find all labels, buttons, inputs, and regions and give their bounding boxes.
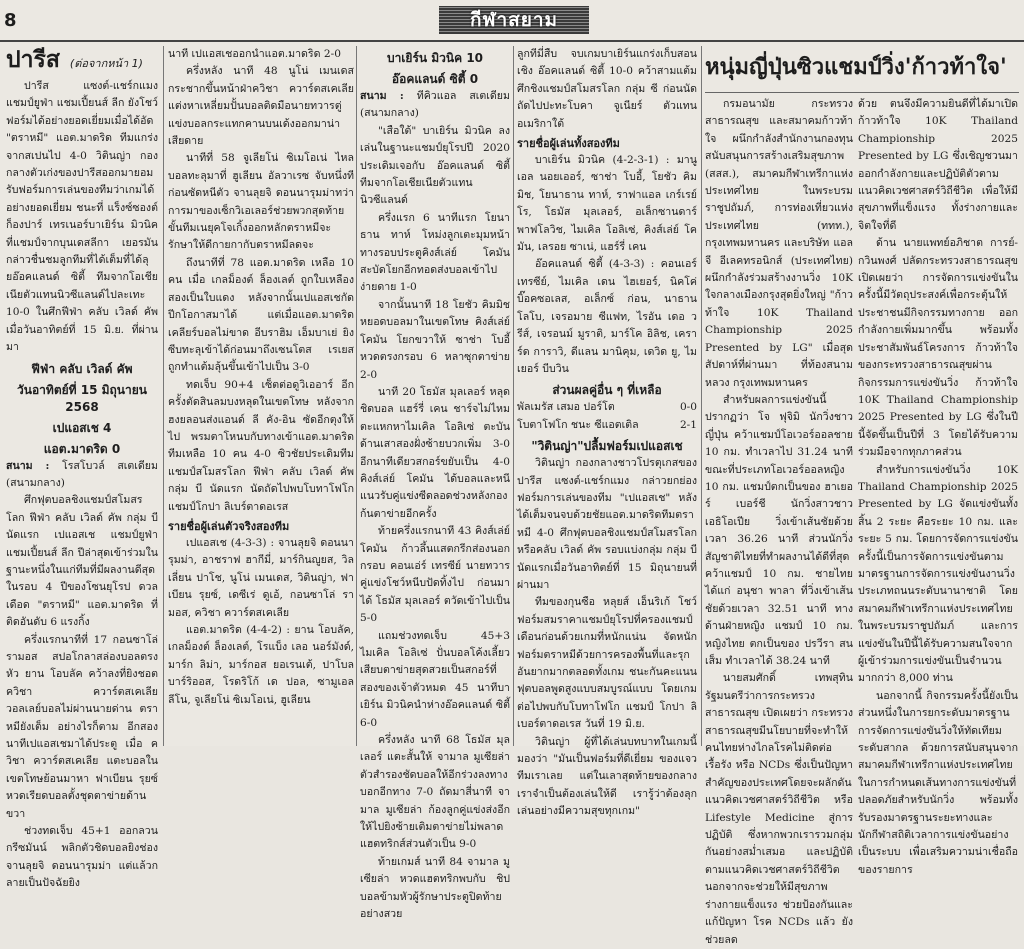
lineup-heading: รายชื่อผู้เล่นตัวจริงสองทีม: [168, 519, 290, 533]
match-team-score: แอต.มาดริด 0: [43, 441, 121, 456]
results-heading: ส่วนผลคู่อื่น ๆ ที่เหลือ: [552, 383, 662, 398]
section-banner-text: กีฬาสยาม: [469, 9, 559, 31]
article-title: [6, 46, 158, 78]
column-divider: [356, 46, 357, 746]
paragraph: ครึ่งหลัง นาที 48 นูโน่ เมนเดส กระชากขึ้นหน้าฝ่าควิชา ควาร์ตสเคเลีย แต่งหาเหลี่ยมปั้นบอลติดมือนายทวารตู่แข่งบอลกระแทกคานบนเด้งออกมาน่าเสียดาย: [168, 65, 354, 148]
column-divider: [513, 46, 514, 746]
lineup-heading: รายชื่อผู้เล่นทั้งสองทีม: [517, 137, 620, 151]
paragraph: แถมช่วงทดเจ็บ 45+3 ไมเคิล โอลิเซ่ ปั่นบอลโค้งเลี้ยวเสียบตาข่ายสุดสวยเป็นสกอร์ที่สองของเจ้าตัวหมด 45 นาทีบาเยิร์น มิวนิคนำห่างอ๊อคแลนด์ ซิตี้ 6-0: [360, 629, 510, 729]
article-column-6: [858, 96, 1018, 876]
paragraph: นาที เปแอสเชออกนำแอต.มาดริด 2-0: [168, 48, 341, 60]
title-text: ปารีส: [6, 47, 60, 73]
match-heading: บาเยิร์น มิวนิค 10: [386, 51, 484, 65]
article-column-2: [168, 46, 354, 746]
match-date: วันอาทิตย์ที่ 15 มิถุนายน 2568: [17, 382, 147, 414]
article-column-5: [705, 96, 853, 946]
result-row: [517, 417, 697, 434]
sub-headline: "วิตินญ่า"ปลื้มฟอร์มเปแอสเช: [531, 439, 683, 454]
running-article-headline: หนุ่มญี่ปุ่นซิวแชมป์วิ่ง'ก้าวท้าใจ': [705, 46, 1019, 93]
paragraph: ทีมของกุนซือ หลุยส์ เอ็นริเก้ โชว์ฟอร์มสมราคาแชมป์ยุโรปที่ครองแชมป์เดือนก่อนด้วยเกมที่หนักแน่น จัดหนักฟอร์มตราหมีด้วยการครองพื้นที่และรุกอันยากมากตลอดทั้งเกม ชนะกันคะแนนฟุตบอลพูดสูงแบบสมบูรณ์แบบ โดยเกมต่อไปพบกับโบทาโฟโก แชมป์ โกปา ลิเบอร์ตาดอเรส วันที่ 19 มิ.ย.: [517, 596, 697, 731]
paragraph: ด้าน นายแพทย์อภิชาต การย์-กวินพงศ์ ปลัดกระทรวงสาธารณสุข เปิดเผยว่า การจัดการแข่งขันในครั้งนี้มีวัตถุประสงค์เพื่อกระตุ้นให้ประชาชนมีกิจกรรมทางกาย ออกกำลังกายเพิ่มมากขึ้น พร้อมทั้งประชาสัมพันธ์โครงการ ก้าวท้าใจของกระทรวงสาธารณสุขผ่านกิจกรรมการแข่งขันวิ่ง ก้าวท้าใจ 10K Thailand Championship 2025 Presented by LG ซึ่งในปีนี้จัดขึ้นเป็นปีที่ 3 โดยได้รับความร่วมมือจากทุกภาคส่วน: [858, 237, 1018, 459]
lineup-paragraph: เปแอสเช (4-3-3) : จานลุยจิ ดอนนารุมม่า, อาชราฟ ฮากีมี่, มาร์กินญูยส, วิลเลี่ยน ปาโช, นูโน่ เมนเดส, วิตินญ่า, ฟาเบียน รุยซ์, เดซีเร่ ดูเอ้, กอนซาโล่ รามอส, ควิชา ควาร์ตสเคเลีย: [168, 536, 354, 619]
match-heading: อ๊อคแลนด์ ซิตี้ 0: [391, 72, 479, 86]
stadium-name: โรสโบวล์ สเตเดียม (สนามกลาง): [6, 459, 158, 489]
result-teams: พัลเมรัส เสมอ ปอร์โต: [517, 401, 615, 414]
lineup-paragraph: อ๊อคแลนด์ ซิตี้ (4-3-3) : คอนเอร์ เทรซีย์, ไมเคิล เดน ไฮเยอร์, นิคโค่ บิ๊อคซอเลส, อเล็กซ์ ก่อน, นาธาน โลโบ, เจรอมาย ซีแฟท, ไรอัน เดอ วรีส์, เจรอนม์ มูราติ, มาร์โค อิลิช, เคราร์ด การาวิ, ดีแลน มานิคุม, เดวิด ยู, ไมเยอร์ บีบวิน: [517, 258, 697, 375]
stadium-name: ทีคิวแอล สเตเดียม (สนามกลาง): [360, 90, 510, 120]
paragraph: ถึงนาทีที่ 78 แอต.มาดริด เหลือ 10 คน เมื่อ เกลม็องต์ ล็องเลต์ ถูกใบเหลืองสองเป็นใบแดง หลังจากนั้นเปแอสเชกัดปีกโอกาสมาได้ แต่เมื่อแอต.มาดริดเคลียร์บอลไม่ขาด อีบราฮิม เอ็มบาเย่ ยิงซีบทะลุเข้าได้ก่อนมาถึงเซนโตส เรเยส ถูกทำแต้มลุ้นขึ้นเข้าไปเป็น 3-0: [168, 256, 354, 374]
paragraph: นาทีที่ 58 จูเลียโน่ ซิเมโอเน่ ไหลบอลทะลุมาที่ ฮูเลียน อัลวาเรซ จับหนึ่งทีก่อนซัดหนีตัว จานลุยจิ ดอนนารุมม่าทว่าการมาของเซ็กวิเอเลอร์ช่วยพวกสุดท้ายขั้นทีมเนยุคโจเกิ้งออกหลักตราหมีจะรักษาให้ดีกายกากับตราหมีลดจะ: [168, 152, 354, 252]
lineup-paragraph: แอต.มาดริด (4-4-2) : ยาน โอบลัค, เกลม็องต์ ล็องเลต์, โรแบ็ง เลอ นอร์มังด์, มาร์ก ลิม่า, มาร์กอส ยอเรนเต้, ปาโบล บาร์ริออส, โรดริโก้ เด ปอล, ซามูเอล ลีโน, จูเลียโน่ ซิเมโอเน่, ฮูเลียน: [168, 624, 354, 706]
paragraph: ศึกฟุตบอลชิงแชมป์สโมสรโลก ฟีฟ่า คลับ เวิลด์ คัพ กลุ่ม บี นัดแรก เปแอสเช แชมป์ยูฟ่า แชมเปี้ยนส์ ลีก ปีล่าสุดเข้าร่วมในฐานะหนึ่งในแก่ทีมที่มีผลงานดีสุดในรอบ 4 ปีของโซนยุโรป ดวลเดือด "ตราหมี" แอต.มาดริด ที่ติดอันดับ 6 แรงกิ้ง: [6, 494, 158, 629]
stadium-line: [360, 88, 510, 123]
article-column-4: [517, 46, 697, 818]
column-divider: [701, 46, 702, 746]
paragraph: วิตินญ่า กองกลางชาวโปรตุเกสของปารีส แซงต์-แชร์กแมง กล่าวยกย่องฟอร์มการเล่นของทีม "เปแอสเช" หลังได้เต็มจนจบด้วยชัยแอต.มาดริดทีมตราหมี 4-0 ศึกฟุตบอลชิงแชมป์สโมสรโลก หรือคลับ เวิลด์ คัพ รอบแบ่งกลุ่ม กลุ่ม บี นัดแรกเมื่อวันอาทิตย์ที่ 15 มิถุนายนที่ผ่านมา: [517, 457, 697, 591]
paragraph: ท้ายครึ่งแรกนาที 43 คิงส์เล่ย์ โคมัน ก้าวลึ้นแสตกรีกส่องนอกกรอบ คอนเอ่ร์ เทรซีย์ นายทวารคู่แข่งโชว์หนีบปัดทิ้งไป ก่อนมาได้ โธมัส มุลเลอร์ ตวัดเข้าไปเป็น 5-0: [360, 525, 510, 625]
paragraph: ครึ่งหลัง นาที 68 โธมัส มุลเลอร์ แตะสั้นให้ จามาล มูเซียล่า ตัวสำรองชัดบอลให้อีกร่วงลงทางบอกอีกทาง 7-0 ถัดมาสี่นาที จามาล มูเซียล่า ก้องลูกคู่แข่งส่งอีกให้ไปยิงซ้ายเติมตาข่ายไม่พลาด แฮตทริกส์ส่วนตัวเป็น 9-0: [360, 734, 510, 851]
stadium-label: สนาม :: [6, 459, 50, 472]
paragraph: สำหรับผลการแข่งขันนี้ปรากฏว่า โจ ฟุจิมิ นักวิ่งชาวญี่ปุ่น คว้าแชมป์โอเวอร์ออลชาย 10 กม. ทำเวลาไป 31.24 นาที ขณะที่ประเภทโอเวอร์ออลหญิง 10 กม. แชมป์ตกเป็นของ ฮาเยอร์ เบอร์ชี นักวิ่งสาวชาวเอธิโอเปีย วิ่งเข้าเส้นชัยด้วยเวลา 36.26 นาที ส่วนนักวิ่งสัญชาติไทยที่ทำผลงานได้ดีที่สุด คว้าแชมป์ 10 กม. ชายไทย ได้แก่ อนุชา พาลา ที่วิ่งเข้าเส้นชัยด้วยเวลา 32.51 นาที ทางด้านฝ่ายหญิง แชมป์ 10 กม. หญิงไทย ตกเป็นของ ปรวีรา สนเส็ม ทำเวลาได้ 38.24 นาที: [705, 393, 853, 667]
result-score: 2-1: [679, 418, 697, 431]
lineup-paragraph: บาเยิร์น มิวนิค (4-2-3-1) : มานูเอล นอยเออร์, ซาช่า โบอี้, โยชัว คิมมิช, โยนาธาน ทาห์, ราฟาแอล เกร์เรย์โร, โธมัส มุลเลอร์, อเล็กซานดาร์ พาฟโลวิช, ไมเคิล โอลิเซ่, คิงส์เล่ย์ โคมัน, เลรอย ซาเน่, แฮร์รี่ เคน: [517, 154, 697, 254]
paragraph: ครึ่งแรก 6 นาทีแรก โยนาธาน ทาห์ โหม่งลูกเตะมุมหน้าทางรอบประตูคิงส์เล่ย์ โคมัน สะบัดโยกอีกทอดส่งบอลเข้าไปง่ายดาย 1-0: [360, 211, 510, 294]
match-team-score: เปแอสเช 4: [52, 420, 112, 435]
paragraph: ด้วย ตนจึงมีความยินดีที่ได้มาเปิด ก้าวท้าใจ 10K Thailand Championship 2025 Presented by LG ซึ่งเชิญชวนมาออกกำลังกายและปฏิบัติตัวตามแนวคิดเวชศาสตร์วิถีชีวิต เพื่อให้มีสุขภาพที่แข็งแรง ทั้งร่างกายและจิตใจที่ดี: [858, 98, 1018, 232]
article-column-3: [360, 46, 510, 921]
paragraph: กรมอนามัย กระทรวงสาธารณสุข และสมาคมก้าวท้าใจ ผนึกกำลังสำนักงานกองทุนสนับสนุนการสร้างเสริมสุขภาพ (สสส.), สมาคมกีฬาเทรีกาแห่งประเทศไทย ในพระบรมราชูปถัมภ์, การท่องเที่ยวแห่งประเทศไทย (ททท.), กรุงเทพมหานคร และบริษัท แอลจี อีเลคทรอนิกส์ (ประเทศไทย) ผนึกกำลังร่วมสร้างงานวิ่ง 10K ใจกลางเมืองกรุงสุดยิ่งใหญ่ "ก้าวท้าใจ 10K Thailand Championship 2025 Presented by LG" เมื่อสุดสัปดาห์ที่ผ่านมา ที่ท้องสนามหลวง กรุงเทพมหานคร: [705, 98, 853, 389]
paragraph: ช่วงทดเจ็บ 45+1 ออกลวน กรีซมันน์ พลิกตัวชิดบอลยิงช่อง จานลุยจิ ดอนนารุมม่า แต่แล้วกลายเป็นปัจฉัยยิง: [6, 825, 158, 890]
paragraph: วิตินญ่า ผู้ที่ได้เล่นบทบาทในเกมนี้มองว่า "มันเป็นฟอร์มที่ดีเยี่ยม ของแจวทีมเราเลย แต่ในเลาสุดท้ายของกลาง เราจำเป็นต้องเล่นให้ดี เรารู้ว่าต้องลุกเล่นอย่างมีความสุขทุกเกม": [517, 735, 697, 818]
result-row: [517, 399, 697, 416]
paragraph: จากนั้นนาที 18 โยชัว คิมมิช หยอดบอลมาในเขตโทษ คิงส์เล่ย์ โคมัน โยกขวาให้ ซาช่า โบอี้ หวดตรงกรอบ 6 หลาซุกตาข่าย 2-0: [360, 298, 510, 381]
stadium-label: สนาม :: [360, 90, 404, 102]
page-number: 8: [4, 10, 17, 31]
match-heading: ฟีฟ่า คลับ เวิลด์ คัพ: [31, 361, 133, 376]
paragraph: ทดเจ็บ 90+4 เซ็ตต่อดูวิเออาร์ อีกครั้งตัดสินลมบงหลุดในเขตโทษ หลังจากฮงยลอนส่งแอนด์ ลี คัง-อิน ซัดอีกตุงให้ไป พรมตาโหนบกับทางเข้าแอต.มาดริดทีมเหลือ 10 คน 4-0 ซิวชัยประเดิมทีมแชมป์สโมสรโลก ฟีฟ่า คลับ เวิลด์ คัพ กลุ่ม บี นัดแรก นัดถัดไปพบโบทาโฟโก แชมป์โกปา ลิเบร์ตาดอเรส: [168, 378, 354, 513]
column-divider: [163, 46, 164, 746]
paragraph: ลูกทีมี่สืบ จบเกมบาเยิร์นแกร่งเก็บสอนเชิง อ๊อคแลนด์ ซิตี้ 10-0 คว้าสามแต้ม ศึกชิงแชมป์สโมสรโลก กลุ่ม ซี ก่อนนัดถัดไปปะทะโบคา จูเนียร์ ตัวแทนอเมริกาใต้: [517, 48, 697, 130]
result-score: 0-0: [679, 401, 697, 414]
result-teams: โบตาโฟโก ชนะ ซีแอตเติล: [517, 418, 639, 431]
paragraph: นายสมศักดิ์ เทพสุทิน รัฐมนตรีว่าการกระทรวงสาธารณสุข เปิดเผยว่า กระทรวงสาธารณสุขมีนโยบายที่จะทำให้คนไทยห่างไกลโรคไม่ติดต่อเรื้อรัง หรือ NCDs ซึ่งเป็นปัญหาสำคัญของประเทศโดยจะผลักดันแนวคิดเวชศาสตร์วิถีชีวิต หรือ Lifestyle Medicine สู่การปฏิบัติ ซึ่งหากพวกเรารวมกลุ่มกันอย่างสม่ำเสมอ และปฏิบัติตามแนวคิดเวชศาสตร์วิถีชีวิต นอกจากจะช่วยให้มีสุขภาพร่างกายแข็งแรง ช่วยป้องกันและแก้ปัญหา โรค NCDs แล้ว ยังช่วยลด: [705, 672, 853, 946]
paragraph: ปารีส แซงต์-แชร์กแมง แชมป์ยูฟ่า แชมเปี้ยนส์ ลีก ยังโชว์ฟอร์มได้อย่างยอดเยี่ยมเมื่อได้อัด "ตราหมี" แอต.มาดริด ทีมแกร่งจากสเปนไป 4-0 วิตินญ่า กองกลางตัวเก่งของปารีสออกมายอมรับฟอร์มการเล่นของทีมว่าเกมได้อย่างยอดเยี่ยม ชนะที่ แร็งซ์ซองต์ก็องปาร์ เทรเนอร์บาเยิร์น มิวนิค ที่แชมป์จากบุนเดสลีกา เยอรมันกล่าวชื่นชมลูกทีมที่ได้เต็มที่ได้ลุยอ๊อคแลนด์ ซิตี้ ทีมจากโอเชียเนียตัวแทนนิวซีแลนด์ไปละเทะ 10-0 ในศึกฟีฟ่า คลับ เวิลด์ คัพ เมื่อวันอาทิตย์ที่ 15 มิ.ย. ที่ผ่านมา: [6, 80, 158, 354]
continued-note: (ต่อจากหน้า 1): [69, 57, 143, 70]
paragraph: ท้ายเกมส์ นาที 84 จามาล มูเซียล่า หวดแฮตทริกพบกับ ชิปบอลข้ามหัวผู้รักษาประตูปิดท้ายอย่างสวย: [360, 855, 510, 921]
stadium-line: [6, 458, 158, 493]
article-column-1: [6, 46, 158, 890]
section-banner: [439, 6, 589, 34]
header-rule: [0, 40, 1024, 42]
paragraph: ครึ่งแรกนาทีที่ 17 กอนซาโล่ รามอส สปอโกลาสล่องบอลตรงหัว ยาน โอบลัค คว้าลงที่ยิงชอต ควิชา ควาร์ตสเคเลีย วอลเลย์บอลไม่ผ่านนายด่าน ตราหมียังเต็ม อย่างไรก็ตาม อีกสองนาทีเปแอสเชมาได้ประตู เมื่อ ควิชา ควาร์ตสเคเลีย แตะบอลในเขตโทษย้อนมาหา ฟาเบียน รุยซ์ หวดเรียดบอลตั้งชุดตาข่ายด้านขวา: [6, 633, 158, 820]
paragraph: นอกจากนี้ กิจกรรมครั้งนี้ยังเป็นส่วนหนึ่งในการยกระดับมาตรฐานการจัดการแข่งขันวิ่งให้ทัดเทียมระดับสากล ด้วยการสนับสนุนจากสมาคมกีฬาเทรีกาแห่งประเทศไทย ในการกำหนดเส้นทางการแข่งขันที่ปลอดภัยสำหรับนักวิ่ง พร้อมทั้งรับรองมาตรฐานระยะทางและนักกีฬาสถิติเวลาการแข่งขันอย่างเป็นระบบ เพื่อเสริมความน่าเชื่อถือของรายการ: [858, 689, 1018, 876]
paragraph: นาที 20 โธมัส มุลเลอร์ หลุดชิดบอล แฮร์รี่ เคน ชาร์จไม่ไหมตะแหกหาไมเคิล โอลิเซ่ ตะบันด้านเสาสองฝั่งซ้ายบวกเพิ่ม 3-0 อีกนาทีเดียวสกอร์ขยับเป็น 4-0 คิงส์เล่ย์ โคมัน ได้บอลและหนีแนวรับคู่แข่งซีดลอดช่วงหลังกองก้นตาข่ายอีกครั้ง: [360, 385, 510, 520]
paragraph: สำหรับการแข่งขันวิ่ง 10K Thailand Championship 2025 Presented by LG จัดแข่งขันทั้งสิ้น 2 ระยะ คือระยะ 10 กม. และระยะ 5 กม. โดยการจัดการแข่งขันครั้งนี้เป็นการจัดการแข่งขันตามมาตรฐานการจัดการแข่งขันงานวิ่งประเภทถนนระดับนานาชาติ โดยสมาคมกีฬาเทรีกาแห่งประเทศไทย ในพระบรมราชูปถัมภ์ และการแข่งขันในปีนี้ได้รับความสนใจจากผู้เข้าร่วมการแข่งขันเป็นจำนวนมากกว่า 8,000 ท่าน: [858, 463, 1018, 685]
paragraph: "เสือใต้" บาเยิร์น มิวนิค ลงเล่นในฐานะแชมป์ยุโรปปี 2020 ประเดิมเจอกับ อ๊อคแลนด์ ซิตี้ ทีมจากโอเชียเนียตัวแทนนิวซีแลนด์: [360, 124, 510, 207]
